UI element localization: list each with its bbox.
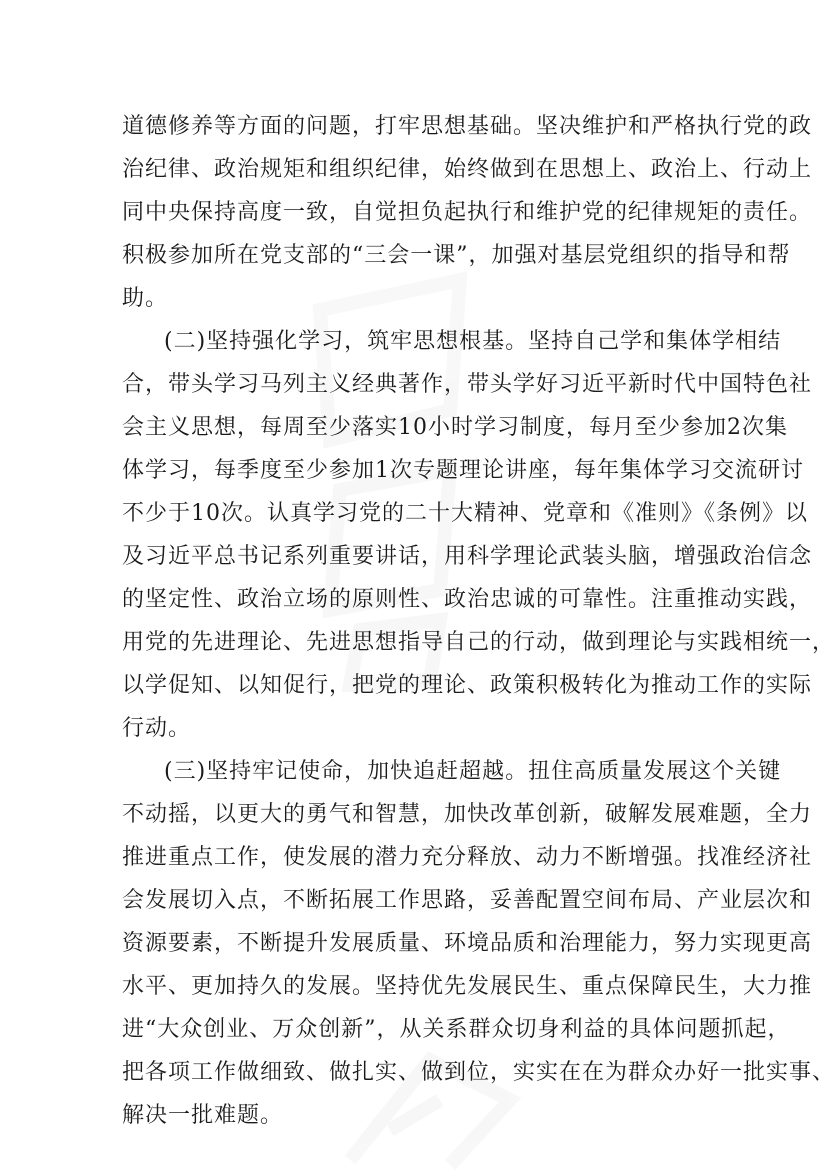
paragraph-3-line-1: (三)坚持牢记使命，加快追赶超越。扭住高质量发展这个关键 bbox=[164, 759, 782, 784]
paragraph-2-line-5: 不少于10次。认真学习党的二十大精神、党章和《准则》《条例》以 bbox=[122, 501, 808, 526]
paragraph-3-line-3: 推进重点工作，使发展的潜力充分释放、动力不断增强。找准经济社 bbox=[122, 845, 813, 870]
paragraph-2-line-10: 行动。 bbox=[122, 716, 192, 741]
paragraph-3-line-7: 进“大众创业、万众创新”，从关系群众切身利益的具体问题抓起， bbox=[122, 1017, 791, 1042]
paragraph-3-line-4: 会发展切入点，不断拓展工作思路，妥善配置空间布局、产业层次和 bbox=[122, 888, 813, 913]
paragraph-2-line-7: 的坚定性、政治立场的原则性、政治忠诚的可靠性。注重推动实践， bbox=[122, 587, 813, 612]
paragraph-1-line-4: 积极参加所在党支部的“三会一课”，加强对基层党组织的指导和帮 bbox=[122, 243, 791, 268]
paragraph-1-line-5: 助。 bbox=[122, 286, 169, 311]
paragraph-3-line-6: 水平、更加持久的发展。坚持优先发展民生、重点保障民生，大力推 bbox=[122, 974, 813, 999]
paragraph-2-line-2: 合，带头学习马列主义经典著作，带头学好习近平新时代中国特色社 bbox=[122, 372, 813, 397]
paragraph-2-line-3: 会主义思想，每周至少落实10小时学习制度，每月至少参加2次集 bbox=[122, 415, 788, 440]
paragraph-1-line-2: 治纪律、政治规矩和组织纪律，始终做到在思想上、政治上、行动上 bbox=[122, 157, 813, 182]
paragraph-1-line-1: 道德修养等方面的问题，打牢思想基础。坚决维护和严格执行党的政 bbox=[122, 114, 813, 139]
paragraph-2-line-6: 及习近平总书记系列重要讲话，用科学理论武装头脑，增强政治信念 bbox=[122, 544, 813, 569]
paragraph-2-line-9: 以学促知、以知促行，把党的理论、政策积极转化为推动工作的实际 bbox=[122, 673, 813, 698]
paragraph-3-line-9: 解决一批难题。 bbox=[122, 1103, 284, 1128]
paragraph-3-line-2: 不动摇，以更大的勇气和智慧，加快改革创新，破解发展难题，全力 bbox=[122, 802, 813, 827]
paragraph-2-line-8: 用党的先进理论、先进思想指导自己的行动，做到理论与实践相统一， bbox=[122, 630, 835, 655]
paragraph-1-line-3: 同中央保持高度一致，自觉担负起执行和维护党的纪律规矩的责任。 bbox=[122, 200, 813, 225]
paragraph-3-line-5: 资源要素，不断提升发展质量、环境品质和治理能力，努力实现更高 bbox=[122, 931, 813, 956]
paragraph-2-line-1: (二)坚持强化学习，筑牢思想根基。坚持自己学和集体学相结 bbox=[164, 329, 782, 354]
paragraph-3-line-8: 把各项工作做细致、做扎实、做到位，实实在在为群众办好一批实事、 bbox=[122, 1060, 835, 1085]
paragraph-2-line-4: 体学习，每季度至少参加1次专题理论讲座，每年集体学习交流研讨 bbox=[122, 458, 804, 483]
